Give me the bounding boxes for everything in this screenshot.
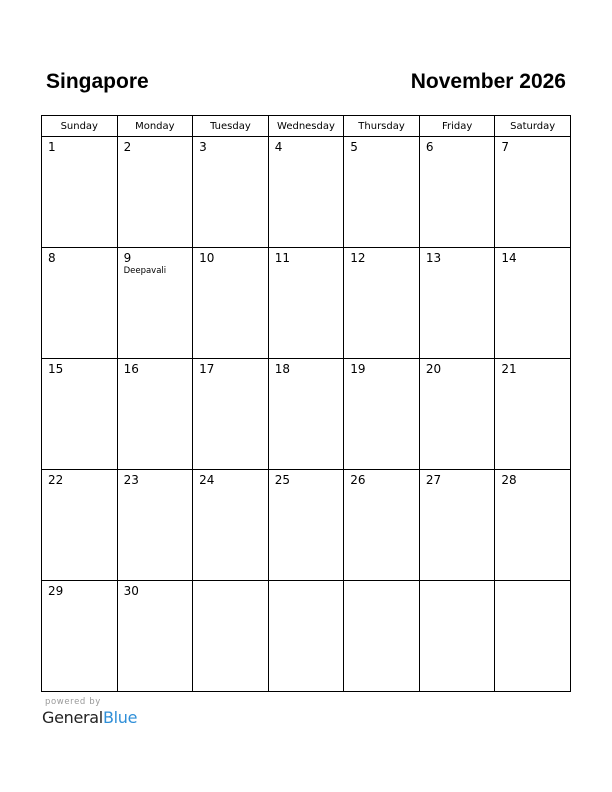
day-cell bbox=[268, 470, 344, 581]
day-cell bbox=[268, 137, 344, 248]
day-cell bbox=[117, 470, 193, 581]
day-number: 5 bbox=[350, 140, 358, 154]
day-cell bbox=[117, 248, 193, 359]
day-number: 2 bbox=[123, 140, 132, 154]
day-number: 8 bbox=[48, 251, 56, 265]
day-number: 17 bbox=[199, 362, 215, 376]
empty-day-cell bbox=[495, 581, 571, 692]
day-number: 24 bbox=[199, 473, 215, 487]
day-number: 11 bbox=[274, 251, 290, 265]
logo-blue-text: Blue bbox=[102, 708, 138, 727]
day-number: 10 bbox=[199, 251, 215, 265]
day-number: 1 bbox=[48, 140, 56, 154]
generalblue-logo[interactable] bbox=[42, 708, 137, 727]
day-number: 28 bbox=[501, 473, 517, 487]
weekday-header-tuesday: Tuesday bbox=[193, 116, 269, 137]
day-cell bbox=[117, 359, 193, 470]
day-number: 30 bbox=[123, 584, 139, 598]
day-cell bbox=[495, 137, 571, 248]
day-cell bbox=[419, 248, 495, 359]
logo-general-text: General bbox=[42, 708, 103, 727]
day-number: 13 bbox=[425, 251, 442, 265]
day-cell bbox=[117, 137, 193, 248]
day-cell bbox=[495, 470, 571, 581]
weekday-header-row bbox=[42, 116, 571, 137]
powered-by-text: powered by bbox=[45, 697, 101, 707]
day-cell bbox=[42, 359, 118, 470]
weekday-header-friday: Friday bbox=[419, 116, 495, 137]
day-cell bbox=[193, 137, 269, 248]
day-number: 25 bbox=[274, 473, 290, 487]
day-number: 20 bbox=[425, 362, 442, 376]
day-number: 19 bbox=[350, 362, 366, 376]
weekday-header-thursday: Thursday bbox=[344, 116, 420, 137]
day-cell bbox=[419, 359, 495, 470]
day-cell bbox=[117, 581, 193, 692]
day-number: 18 bbox=[274, 362, 290, 376]
holiday-label: Deepavali bbox=[123, 266, 167, 276]
weekday-header-wednesday: Wednesday bbox=[268, 116, 344, 137]
day-cell bbox=[193, 248, 269, 359]
day-cell bbox=[344, 248, 420, 359]
day-cell bbox=[344, 359, 420, 470]
day-cell bbox=[419, 470, 495, 581]
day-number: 27 bbox=[425, 473, 442, 487]
day-cell bbox=[495, 359, 571, 470]
day-cell bbox=[344, 137, 420, 248]
empty-day-cell bbox=[193, 581, 269, 692]
day-cell bbox=[344, 470, 420, 581]
empty-day-cell bbox=[419, 581, 495, 692]
week-row bbox=[42, 359, 571, 470]
day-number: 29 bbox=[48, 584, 64, 598]
day-number: 12 bbox=[350, 251, 366, 265]
day-cell bbox=[268, 248, 344, 359]
day-cell bbox=[42, 581, 118, 692]
day-cell bbox=[193, 359, 269, 470]
day-number: 26 bbox=[350, 473, 366, 487]
week-row bbox=[42, 581, 571, 692]
weekday-header-monday: Monday bbox=[117, 116, 193, 137]
empty-day-cell bbox=[344, 581, 420, 692]
week-row bbox=[42, 137, 571, 248]
day-cell bbox=[419, 137, 495, 248]
day-number: 6 bbox=[425, 140, 434, 154]
country-title: Singapore bbox=[46, 70, 149, 93]
day-number: 22 bbox=[48, 473, 64, 487]
weekday-header-saturday: Saturday bbox=[495, 116, 571, 137]
day-cell bbox=[268, 359, 344, 470]
day-number: 3 bbox=[199, 140, 207, 154]
month-year-title: November 2026 bbox=[410, 70, 566, 93]
day-number: 21 bbox=[501, 362, 517, 376]
day-cell bbox=[193, 470, 269, 581]
day-cell bbox=[495, 248, 571, 359]
day-cell bbox=[42, 248, 118, 359]
week-row bbox=[42, 248, 571, 359]
week-row bbox=[42, 470, 571, 581]
calendar-grid bbox=[41, 115, 571, 692]
day-cell bbox=[42, 137, 118, 248]
day-number: 7 bbox=[501, 140, 510, 154]
day-number: 9 bbox=[123, 251, 132, 265]
weekday-header-sunday: Sunday bbox=[42, 116, 118, 137]
day-number: 14 bbox=[501, 251, 517, 265]
day-number: 15 bbox=[48, 362, 64, 376]
empty-day-cell bbox=[268, 581, 344, 692]
day-number: 23 bbox=[123, 473, 139, 487]
day-cell bbox=[42, 470, 118, 581]
day-number: 16 bbox=[123, 362, 139, 376]
day-number: 4 bbox=[274, 140, 283, 154]
